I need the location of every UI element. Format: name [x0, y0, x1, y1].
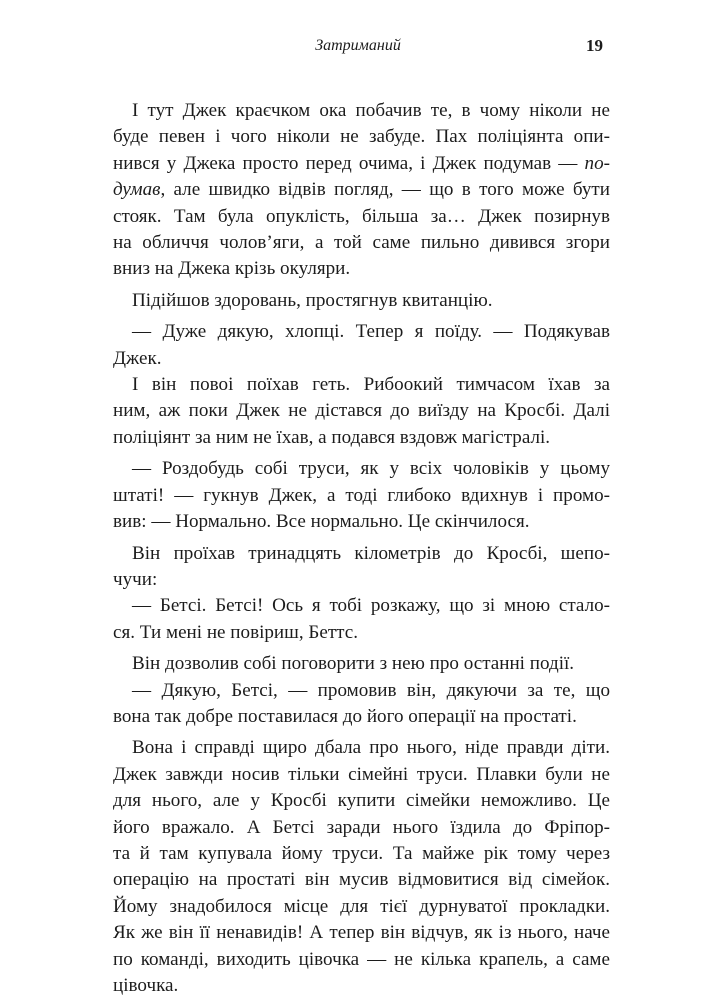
text-segment: — Дуже дякую, хлопці. Тепер я поїду. — Подякував	[132, 321, 610, 343]
text-segment: вниз на Джека крізь окуляри.	[113, 258, 351, 280]
text-line	[113, 973, 610, 999]
text-line	[113, 815, 610, 841]
text-line	[113, 346, 610, 372]
text-line	[113, 541, 610, 567]
text-line	[113, 319, 610, 345]
text-segment: вона так добре поставилася до його операції на простаті.	[113, 705, 577, 727]
text-line	[113, 483, 610, 509]
text-segment: на обличчя чолов’яги, а той саме пильно дивився згори	[113, 232, 610, 254]
text-line	[113, 177, 610, 203]
text-line	[113, 735, 610, 761]
text-segment: Як же він її ненавидів! А тепер він відчув, як із нього, наче	[113, 922, 610, 944]
text-segment: Він проїхав тринадцять кілометрів до Кросбі, шепо-	[132, 542, 610, 564]
text-segment: Він дозволив собі поговорити з нею про останні події.	[132, 653, 575, 675]
text-segment: І він повоі поїхав геть. Рибоокий тимчасом їхав за	[132, 374, 610, 396]
text-segment: І тут Джек краєчком ока побачив те, в чому ніколи не	[132, 100, 610, 121]
text-segment: вив: — Нормально. Все нормально. Це скінчилося.	[113, 511, 530, 533]
text-segment: ся. Ти мені не повіриш, Беттс.	[113, 621, 359, 643]
text-segment: поліціянт за ним не їхав, а подався вздовж магістралі.	[113, 426, 551, 448]
text-segment: та й там купувала йому труси. Та майже рік тому через	[113, 842, 610, 864]
text-segment: цівочка.	[113, 975, 179, 996]
text-segment: стояк. Там була опуклість, більша за… Джек позирнув	[113, 205, 610, 227]
text-segment: буде певен і чого ніколи не забуде. Пах поліціянта опи-	[113, 126, 610, 148]
text-line	[113, 841, 610, 867]
text-line	[113, 124, 610, 150]
text-line	[113, 456, 610, 482]
text-line	[113, 230, 610, 256]
text-segment: Вона і справді щиро дбала про нього, ніде правди діти.	[132, 737, 610, 759]
text-line	[113, 678, 610, 704]
text-line	[113, 509, 610, 535]
italic-text: думав	[113, 179, 161, 201]
text-segment: — Роздобудь собі труси, як у всіх чоловіків у цьому	[132, 458, 610, 480]
text-line	[113, 372, 610, 398]
page-number: 19	[586, 36, 603, 55]
text-segment: нився у Джека просто перед очима, і Джек подумав —	[113, 152, 585, 174]
text-line	[113, 788, 610, 814]
running-header	[113, 34, 603, 58]
text-line	[113, 288, 610, 314]
text-segment: чучи:	[113, 568, 158, 590]
text-segment: Йому знадобилося місце для тієї дурнуватої прокладки.	[113, 895, 610, 917]
text-segment: — Дякую, Бетсі, — промовив він, дякуючи за те, що	[132, 679, 610, 701]
italic-text: по-	[584, 152, 610, 174]
body-text	[113, 98, 610, 999]
text-segment: його вражало. А Бетсі заради нього їздила до Фріпор-	[113, 816, 610, 838]
text-segment: для нього, але у Кросбі купити сімейки неможливо. Це	[113, 790, 610, 812]
text-segment: операцію на простаті він мусив відмовитися від сімейок.	[113, 869, 610, 891]
text-line	[113, 651, 610, 677]
text-line	[113, 867, 610, 893]
text-line	[113, 567, 610, 593]
text-segment: , але швидко відвів погляд, — що в того може бути	[160, 179, 610, 201]
running-title: Затриманий	[315, 37, 401, 54]
text-line	[113, 98, 610, 124]
text-segment: Підійшов здоровань, простягнув квитанцію.	[132, 289, 493, 311]
text-segment: по команді, виходить цівочка — не кілька крапель, а саме	[113, 948, 610, 970]
text-line	[113, 920, 610, 946]
text-line	[113, 762, 610, 788]
text-line	[113, 256, 610, 282]
text-line	[113, 151, 610, 177]
text-segment: ним, аж поки Джек не дістався до виїзду на Кросбі. Далі	[113, 400, 610, 422]
text-line	[113, 947, 610, 973]
text-segment: Джек завжди носив тільки сімейні труси. Плавки були не	[113, 763, 610, 785]
text-line	[113, 593, 610, 619]
text-line	[113, 704, 610, 730]
text-line	[113, 204, 610, 230]
text-line	[113, 425, 610, 451]
text-line	[113, 894, 610, 920]
text-segment: — Бетсі. Бетсі! Ось я тобі розкажу, що зі мною стало-	[132, 595, 610, 617]
text-line	[113, 620, 610, 646]
text-segment: штаті! — гукнув Джек, а тоді глибоко вдихнув і промо-	[113, 484, 610, 506]
text-line	[113, 398, 610, 424]
text-segment: Джек.	[113, 347, 162, 369]
